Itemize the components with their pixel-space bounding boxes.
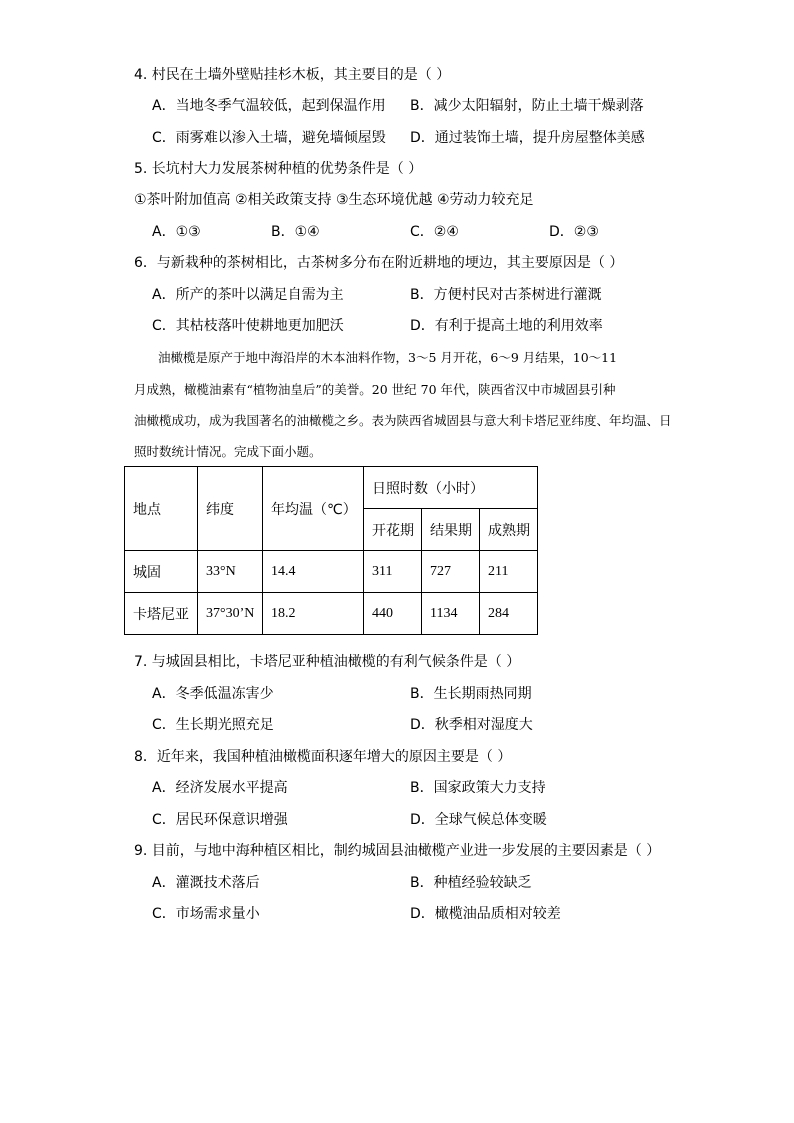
question-5-items: ①茶叶附加值高 ②相关政策支持 ③生态环境优越 ④劳动力较充足 xyxy=(134,192,534,208)
question-8-option-d: D．全球气候总体变暖 xyxy=(410,812,547,828)
question-6-option-b: B．方便村民对古茶树进行灌溉 xyxy=(410,287,602,303)
question-8-stem: 8．近年来，我国种植油橄榄面积逐年增大的原因主要是（ ） xyxy=(134,749,512,765)
passage-line-1: 油橄榄是原产于地中海沿岸的木本油料作物，3～5 月开花，6～9 月结果，10～11 xyxy=(158,350,618,365)
header-annual-temp: 年均温（℃） xyxy=(263,467,364,551)
question-6-option-a: A．所产的茶叶以满足自需为主 xyxy=(152,287,344,303)
cell-flowering: 311 xyxy=(364,551,422,593)
question-4-stem: 4. 村民在土墙外壁贴挂杉木板，其主要目的是（ ） xyxy=(134,67,451,83)
cell-temp: 14.4 xyxy=(263,551,364,593)
climate-data-table xyxy=(124,466,538,635)
question-5-option-b: B．①④ xyxy=(271,224,320,240)
question-9-option-d: D．橄榄油品质相对较差 xyxy=(410,906,561,922)
header-sunshine-hours: 日照时数（小时） xyxy=(364,467,538,509)
question-5-option-a: A．①③ xyxy=(152,224,201,240)
header-latitude: 纬度 xyxy=(198,467,263,551)
passage-line-3: 油橄榄成功，成为我国著名的油橄榄之乡。表为陕西省城固县与意大利卡塔尼亚纬度、年均温、日 xyxy=(134,413,672,428)
question-4-option-a: A．当地冬季气温较低，起到保温作用 xyxy=(152,98,386,114)
question-5-option-c: C．②④ xyxy=(410,224,459,240)
question-8-option-c: C．居民环保意识增强 xyxy=(152,812,288,828)
cell-fruiting: 1134 xyxy=(422,593,480,635)
question-7-option-b: B．生长期雨热同期 xyxy=(410,686,532,702)
table-row xyxy=(125,593,538,635)
question-7-option-c: C．生长期光照充足 xyxy=(152,717,274,733)
cell-temp: 18.2 xyxy=(263,593,364,635)
question-4-option-c: C．雨雾难以渗入土墙，避免墙倾屋毁 xyxy=(152,130,386,146)
header-flowering: 开花期 xyxy=(364,509,422,551)
header-place: 地点 xyxy=(125,467,198,551)
cell-place: 卡塔尼亚 xyxy=(125,593,198,635)
cell-latitude: 33°N xyxy=(198,551,263,593)
question-6-stem: 6．与新栽种的茶树相比，古茶树多分布在附近耕地的埂边，其主要原因是（ ） xyxy=(134,255,624,271)
question-4-option-b: B．减少太阳辐射，防止土墙干燥剥落 xyxy=(410,98,644,114)
question-6-option-d: D．有利于提高土地的利用效率 xyxy=(410,318,603,334)
question-5-stem: 5. 长坑村大力发展茶树种植的优势条件是（ ） xyxy=(134,161,423,177)
cell-maturing: 211 xyxy=(480,551,538,593)
header-fruiting: 结果期 xyxy=(422,509,480,551)
question-9-stem: 9. 目前，与地中海种植区相比，制约城固县油橄榄产业进一步发展的主要因素是（ ） xyxy=(134,843,661,859)
table-row xyxy=(125,551,538,593)
cell-maturing: 284 xyxy=(480,593,538,635)
cell-fruiting: 727 xyxy=(422,551,480,593)
question-4-option-d: D．通过装饰土墙，提升房屋整体美感 xyxy=(410,130,645,146)
cell-latitude: 37°30’N xyxy=(198,593,263,635)
question-9-option-a: A．灌溉技术落后 xyxy=(152,875,260,891)
question-8-option-a: A．经济发展水平提高 xyxy=(152,780,288,796)
question-7-option-a: A．冬季低温冻害少 xyxy=(152,686,274,702)
question-8-option-b: B．国家政策大力支持 xyxy=(410,780,546,796)
question-9-option-b: B．种植经验较缺乏 xyxy=(410,875,532,891)
passage-line-4: 照时数统计情况。完成下面小题。 xyxy=(134,444,322,459)
cell-place: 城固 xyxy=(125,551,198,593)
passage-line-2: 月成熟，橄榄油素有“植物油皇后”的美誉。20 世纪 70 年代，陕西省汉中市城固县引种 xyxy=(134,382,616,397)
cell-flowering: 440 xyxy=(364,593,422,635)
question-7-stem: 7. 与城固县相比，卡塔尼亚种植油橄榄的有利气候条件是（ ） xyxy=(134,654,521,670)
question-7-option-d: D．秋季相对湿度大 xyxy=(410,717,533,733)
question-9-option-c: C．市场需求量小 xyxy=(152,906,260,922)
question-5-option-d: D．②③ xyxy=(549,224,599,240)
question-6-option-c: C．其枯枝落叶使耕地更加肥沃 xyxy=(152,318,344,334)
header-maturing: 成熟期 xyxy=(480,509,538,551)
